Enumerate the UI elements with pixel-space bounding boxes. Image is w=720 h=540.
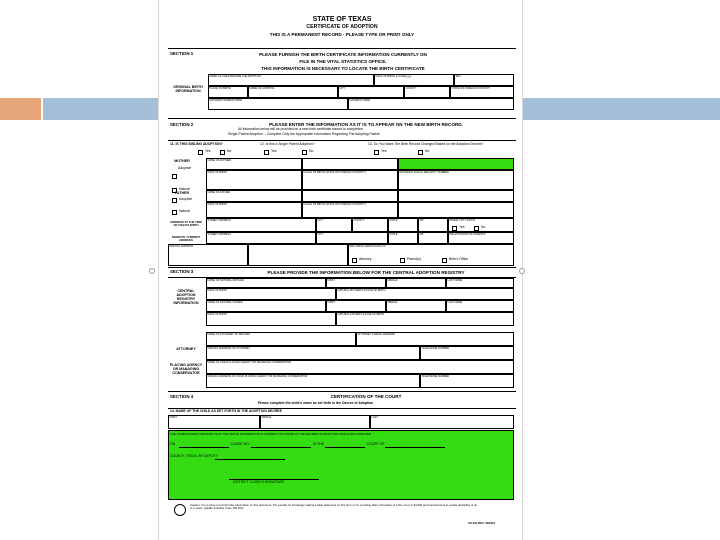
field-residence-street[interactable] — [206, 218, 316, 232]
cert-court-label: COURT OF — [367, 442, 385, 446]
field-attorney-name[interactable] — [206, 332, 356, 346]
field-atty-name-label: NAME OF ATTORNEY OF RECORD — [207, 332, 251, 336]
field-nm-middle-label: MIDDLE — [387, 278, 398, 282]
field-mother-name-label: NAME OF MOTHER — [207, 158, 232, 162]
q12-yes-checkbox[interactable] — [264, 150, 269, 155]
mail-parents-label: Parent(s) — [407, 257, 421, 261]
field-city[interactable] — [338, 86, 404, 98]
inside-city-no-checkbox[interactable] — [474, 226, 479, 231]
cert-in-line — [325, 447, 365, 448]
section1-side-label: ORIGINAL BIRTH INFORMATION — [173, 85, 203, 93]
field-attorney-email[interactable] — [356, 332, 514, 346]
field-agency-name[interactable] — [206, 360, 514, 374]
q11-yes-checkbox[interactable] — [198, 150, 203, 155]
q12-yes-label: Yes — [271, 149, 277, 153]
field-state-label: STATE OR FOREIGN COUNTRY — [451, 86, 491, 90]
field-state-country[interactable] — [450, 86, 514, 98]
state-seal — [174, 504, 186, 516]
field-father-bplace-label: PLACE OF BIRTH (STATE OR FOREIGN COUNTRY) — [303, 202, 366, 206]
field-nat-mother-label: NAME OF NATURAL MOTHER — [207, 278, 244, 282]
field-county-label: COUNTY — [405, 86, 417, 90]
field-atty-email-label: ATTORNEY'S EMAIL ADDRESS — [357, 332, 396, 336]
cert-county-label: COUNTY, TEXAS, BY DEPUTY — [170, 454, 218, 458]
field-child-last-label: LAST — [371, 415, 378, 419]
field-mother-bplace[interactable] — [302, 170, 398, 190]
field-father-dob[interactable] — [206, 202, 302, 218]
section1-text3: THIS INFORMATION IS NECESSARY TO LOCATE THE BIRTH CERTIFICATE — [261, 66, 425, 71]
field-child-middle[interactable] — [260, 415, 370, 429]
field-sex-label: SEX — [455, 74, 461, 78]
section2-text3: Single-Parent Adoption -- Complete Only the Appropriate Information Regarding The Adopting Parent — [228, 132, 380, 136]
section3-rule — [168, 267, 516, 268]
field-nat-father-middle[interactable] — [386, 300, 446, 312]
field-hospital-label: NAME OF HOSPITAL — [249, 86, 275, 90]
section1-label: SECTION 1 — [170, 51, 194, 56]
section3-text: PLEASE PROVIDE THE INFORMATION BELOW FOR THE CENTRAL ADOPTION REGISTRY — [267, 270, 465, 275]
field-residence-county-label: COUNTY — [353, 218, 365, 222]
field-parents-zip-label: ZIP — [419, 232, 424, 236]
field-mother-middle[interactable] — [302, 158, 398, 170]
section3-label: SECTION 3 — [170, 269, 194, 274]
field-residence-state[interactable] — [388, 218, 418, 232]
q13-no-label: No — [425, 149, 430, 153]
field-mother-label: MOTHER'S MAIDEN NAME — [209, 98, 242, 102]
field-child-first-label: FIRST — [169, 415, 177, 419]
field-father-bplace[interactable] — [302, 202, 398, 218]
field-residence-city-label: CITY — [317, 218, 324, 222]
cert-cause-label: CAUSE NO. — [231, 442, 250, 446]
field-parents-state-label: STATE — [389, 232, 398, 236]
residence-side-label: ADDRESS AT THE TIME OF CHILD'S BIRTH — [170, 220, 202, 228]
mail-births-office-label: Birth's Office — [449, 257, 469, 261]
field-agency-name-label: NAME OF CHILD PLACING AGENCY OR MANAGING CONSERVATOR — [207, 360, 292, 364]
section3-agency-label: PLACING AGENCY OR MANAGING CONSERVATOR — [169, 363, 203, 375]
inside-city-yes-checkbox[interactable] — [452, 226, 457, 231]
field-mother-maiden[interactable] — [208, 98, 348, 110]
field-nf-first-label: FIRST — [327, 300, 335, 304]
field-attorney-phone[interactable] — [420, 346, 514, 360]
field-parents-zip[interactable] — [418, 232, 448, 244]
field-atty-phone-label: TELEPHONE NUMBER — [421, 346, 450, 350]
father-adoptive-checkbox[interactable] — [172, 198, 177, 203]
field-place-of-birth[interactable] — [208, 86, 248, 98]
section3-registry-label: CENTRAL ADOPTION REGISTRY INFORMATION — [173, 289, 199, 305]
field-residence-city[interactable] — [316, 218, 352, 232]
form-record-line: THIS IS A PERMANENT RECORD - PLEASE TYPE OR PRINT ONLY — [269, 32, 415, 37]
field-mailing-extra[interactable] — [248, 244, 348, 266]
field-child-last[interactable] — [370, 415, 514, 429]
field-place-label: PLACE OF BIRTH — [209, 86, 231, 90]
cert-clerk-label: DISTRICT CLERK'S SIGNATURE — [233, 480, 285, 484]
field-nat-father-place[interactable] — [336, 312, 514, 326]
field-county[interactable] — [404, 86, 450, 98]
cert-date-line — [179, 447, 229, 448]
accent-bar-blue-left — [43, 98, 158, 120]
field-agency-address[interactable] — [206, 374, 420, 388]
field-nf-last-label: LAST NAME — [447, 300, 463, 304]
field-residence-state-label: STATE — [389, 218, 398, 222]
field-child-first[interactable] — [168, 415, 260, 429]
field-mother-bplace-label: PLACE OF BIRTH (STATE OR FOREIGN COUNTRY) — [303, 170, 366, 174]
section4-rule — [168, 391, 516, 392]
inside-city-yes-label: Yes — [459, 225, 465, 229]
field-nf-place-label: NATURAL FATHER'S PLACE OF BIRTH — [337, 312, 385, 316]
father-adoptive-label: Adoptive — [179, 197, 193, 201]
field-nm-last-label: LAST NAME — [447, 278, 463, 282]
field-father-ssn[interactable] — [398, 202, 514, 218]
field-mailing-address[interactable] — [168, 244, 248, 266]
footer-form-id: VS-163 REV. 02/2021 — [468, 521, 496, 525]
father-side-label: FATHER — [174, 191, 190, 195]
section4-heading: CERTIFICATION OF THE COURT — [330, 394, 402, 399]
mother-natural-label: Natural — [179, 187, 190, 191]
field-nf-dob-label: DATE OF BIRTH — [207, 312, 228, 316]
mother-adoptive-label: Adoptive — [178, 166, 192, 170]
q13-change-record: 13. Do You Want The Birth Record Changed Based on the Adoption Decree? — [368, 142, 484, 146]
field-mother-name[interactable] — [206, 158, 302, 170]
field-nm-place-label: NATURAL MOTHER'S PLACE OF BIRTH — [337, 288, 386, 292]
form-subtitle: CERTIFICATE OF ADOPTION — [306, 24, 378, 30]
field-residence-county[interactable] — [352, 218, 388, 232]
field-nat-mother-first[interactable] — [326, 278, 386, 288]
section2-text2: All information below will be provided on a new birth certificate issued to completion. — [238, 127, 365, 131]
field-mother-dob[interactable] — [206, 170, 302, 190]
field-nat-mother-place[interactable] — [336, 288, 514, 300]
field-sex[interactable] — [454, 74, 514, 86]
field-agency-phone[interactable] — [420, 374, 514, 388]
field-dob[interactable] — [374, 74, 454, 86]
field-dob-label: DATE OF BIRTH (mm/dd/yyyy) — [375, 74, 412, 78]
cert-in-the-label: IN THE — [313, 442, 325, 446]
cert-court-line — [385, 447, 445, 448]
field-nat-mother-middle[interactable] — [386, 278, 446, 288]
field-agency-phone-label: TELEPHONE NUMBER — [421, 374, 450, 378]
cert-statement: THE UNDERSIGNED CERTIFIES THAT THE ABOVE INFORMATION IS CORRECT AS STATED IN THE DECREE OF ADOPTION WHICH WAS GRANTED — [170, 432, 372, 436]
father-natural-checkbox[interactable] — [172, 210, 177, 215]
father-natural-label: Natural — [179, 209, 190, 213]
q11-sibling: 11. IS THIS SIBLING ADOPTION? — [170, 142, 223, 146]
section2-label: SECTION 2 — [170, 122, 194, 127]
field-nat-father-label: NAME OF NATURAL FATHER — [207, 300, 243, 304]
field-residence-zip[interactable] — [418, 218, 448, 232]
field-nat-father-dob[interactable] — [206, 312, 336, 326]
section2-subrule — [168, 140, 516, 141]
field-nm-dob-label: DATE OF BIRTH — [207, 288, 228, 292]
section1-text2: FILE IN THE VITAL STATISTICS OFFICE. — [299, 59, 387, 64]
field-parents-street[interactable] — [206, 232, 316, 244]
field-nat-father-first[interactable] — [326, 300, 386, 312]
section3-attorney-label: ATTORNEY — [176, 347, 196, 351]
field-relationship-label: RELATIONSHIP OF PARENTS — [449, 232, 486, 236]
field-nat-mother-last[interactable] — [446, 278, 514, 288]
field-nf-middle-label: MIDDLE — [387, 300, 398, 304]
q13-yes-checkbox[interactable] — [374, 150, 379, 155]
field-child-name[interactable] — [208, 74, 374, 86]
field-parents-city[interactable] — [316, 232, 388, 244]
cert-cause-line — [251, 447, 311, 448]
section2-rule — [168, 118, 516, 119]
q13-yes-label: Yes — [381, 149, 387, 153]
field-residence-zip-label: ZIP — [419, 218, 424, 222]
field-parents-city-label: CITY — [317, 232, 324, 236]
mother-adoptive-checkbox[interactable] — [172, 174, 177, 179]
field-mother-ssn[interactable] — [398, 170, 514, 190]
field-nat-mother-dob[interactable] — [206, 288, 336, 300]
parents-addr-side-label: PARENTS' CURRENT ADDRESS — [171, 235, 201, 243]
section1-text1: PLEASE FURNISH THE BIRTH CERTIFICATE INFORMATION CURRENTLY ON — [259, 52, 427, 57]
field-nm-first-label: FIRST — [327, 278, 335, 282]
field-nat-mother[interactable] — [206, 278, 326, 288]
court-certification-block[interactable] — [168, 430, 514, 500]
field-mailing-address-label: MAILING ADDRESS — [169, 244, 194, 248]
q12-single-parent: 12. Is this a Single Parent Adoption? — [260, 142, 315, 146]
field-child-middle-label: MIDDLE — [261, 415, 272, 419]
field-father-name2-label: NAME OF FATHER — [207, 190, 231, 194]
mail-attorney-label: Attorney — [359, 257, 372, 261]
q11-yes-label: Yes — [205, 149, 211, 153]
mail-births-office-checkbox[interactable] — [442, 258, 447, 263]
field-attorney-address[interactable] — [206, 346, 420, 360]
mail-attorney-checkbox[interactable] — [352, 258, 357, 263]
field-mother-maiden-green[interactable] — [398, 158, 514, 170]
adoption-certificate-form — [168, 14, 516, 532]
form-title: STATE OF TEXAS — [312, 16, 372, 23]
field-father-middle[interactable] — [302, 190, 398, 202]
mail-parents-checkbox[interactable] — [400, 258, 405, 263]
field-father-label: FATHER'S NAME — [349, 98, 370, 102]
frame-top-rule — [158, 0, 159, 540]
q11-no-checkbox[interactable] — [220, 150, 225, 155]
field-atty-addr-label: MAILING ADDRESS OF ATTORNEY — [207, 346, 251, 350]
frame-dot-right — [519, 268, 525, 274]
footer-warning: Caution: It is a crime to furnish false information on this document. The penalty for knowingly making a false statement on this form or for providing false information is a fine of up to $4,000 and imprisonment in a state jail facility of up to 2 years. (Health & Safety Code 195.003) — [190, 503, 478, 511]
q12-no-label: No — [309, 149, 314, 153]
field-inside-city-label: INSIDE CITY LIMITS? — [449, 218, 476, 222]
field-father-dob-label: DATE OF BIRTH — [207, 202, 228, 206]
accent-bar-blue-right — [523, 98, 720, 120]
field-child-name-label: NAME OF CHILD BEFORE THE ADOPTION — [209, 74, 262, 78]
field-father-name2[interactable] — [206, 190, 302, 202]
section1-rule — [168, 48, 516, 49]
cert-on-label: ON — [170, 442, 176, 446]
cert-deputy-line — [215, 459, 285, 460]
field-father-last[interactable] — [398, 190, 514, 202]
accent-bar-orange — [0, 98, 41, 120]
field-mail-to-label: MAIL BIRTH CERTIFICATE TO — [349, 244, 386, 248]
field-relationship[interactable] — [448, 232, 514, 244]
field-nat-father-last[interactable] — [446, 300, 514, 312]
q13-no-checkbox[interactable] — [418, 150, 423, 155]
field-agency-addr-label: MAILING ADDRESS OF CHILD PLACING AGENCY OR MANAGING CONSERVATOR — [207, 374, 308, 378]
q14-label: 14. NAME OF THE CHILD AS SET FORTH IN THE ADOPTION DECREE — [170, 409, 282, 413]
field-city-label: CITY — [339, 86, 346, 90]
q11-no-label: No — [227, 149, 232, 153]
field-mail-to[interactable] — [348, 244, 514, 266]
field-parents-street-label: STREET ADDRESS — [207, 232, 231, 236]
section4-text: Please complete the child's name as set forth in the Decree of Adoption — [258, 401, 374, 405]
section2-text1: PLEASE ENTER THE INFORMATION AS IT IS TO APPEAR ON THE NEW BIRTH RECORD. — [269, 122, 463, 127]
field-parents-state[interactable] — [388, 232, 418, 244]
inside-city-no-label: No — [481, 225, 486, 229]
q12-no-checkbox[interactable] — [302, 150, 307, 155]
frame-dot-left — [149, 268, 155, 274]
field-mother-dob-label: DATE OF BIRTH — [207, 170, 228, 174]
field-nat-father[interactable] — [206, 300, 326, 312]
field-father-name[interactable] — [348, 98, 514, 110]
mother-side-label: MOTHER — [174, 159, 190, 163]
field-hospital[interactable] — [248, 86, 338, 98]
field-mother-ssn-label: MOTHER'S SOCIAL SECURITY NUMBER — [399, 170, 449, 174]
field-residence-street-label: STREET ADDRESS — [207, 218, 231, 222]
section4-label: SECTION 4 — [170, 394, 194, 399]
